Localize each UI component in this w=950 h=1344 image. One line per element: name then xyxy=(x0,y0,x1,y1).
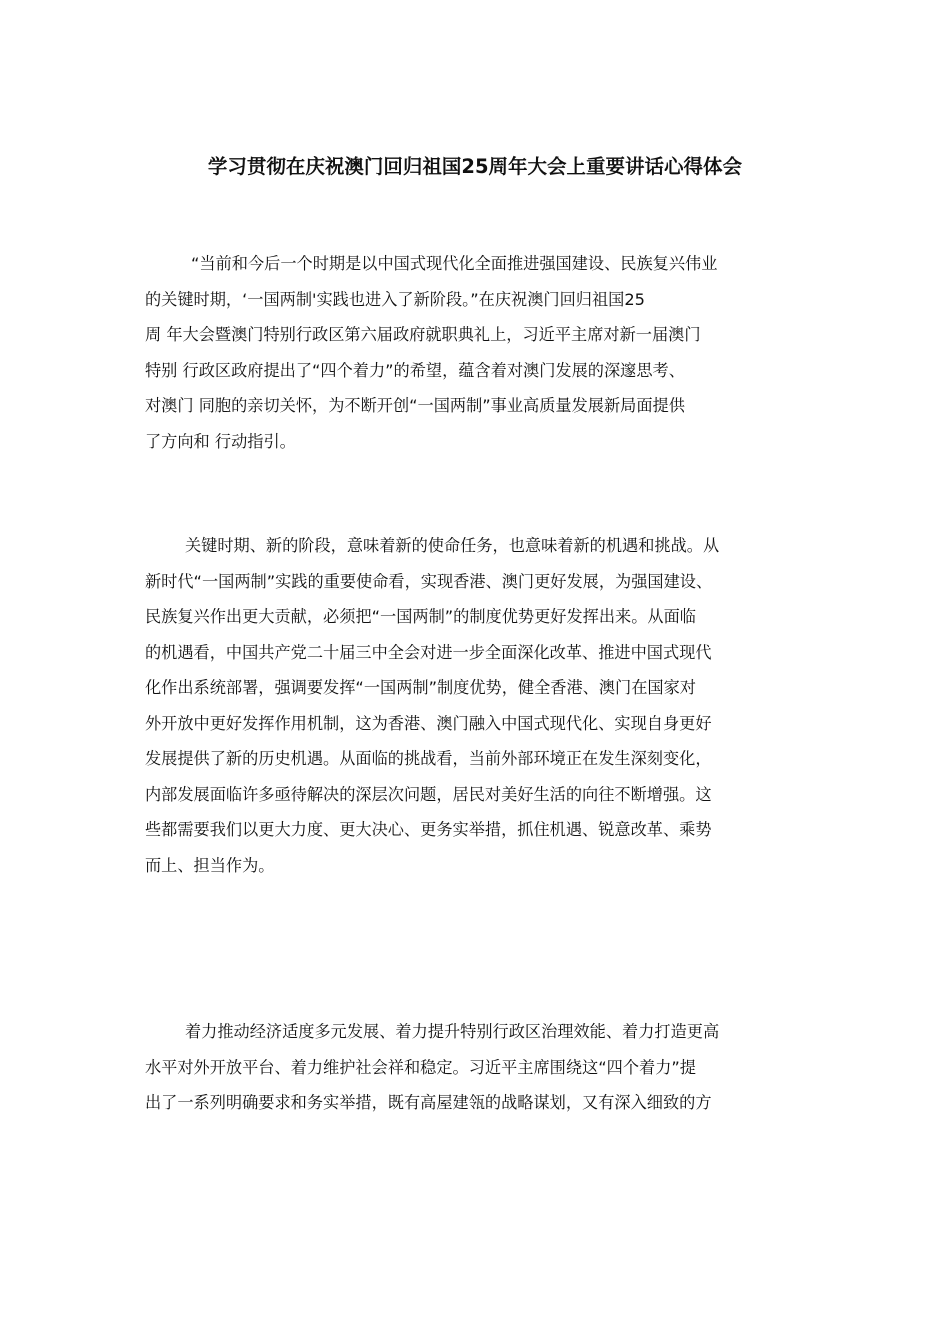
paragraph-line: 民族复兴作出更大贡献，必须把“一国两制”的制度优势更好发挥出来。从面临 xyxy=(145,607,696,626)
paragraph-line: 了方向和 行动指引。 xyxy=(145,431,296,451)
paragraph-line: 对澳门 同胞的亲切关怀，为不断开创“一国两制”事业高质量发展新局面提供 xyxy=(145,396,685,415)
paragraph-2 xyxy=(145,528,805,883)
paragraph-line: 化作出系统部署，强调要发挥“一国两制”制度优势，健全香港、澳门在国家对 xyxy=(145,678,696,697)
paragraph-3 xyxy=(145,1014,805,1121)
paragraph-line: 水平对外开放平台、着力维护社会祥和稳定。习近平主席围绕这“四个着力”提 xyxy=(145,1057,696,1077)
paragraph-1 xyxy=(145,246,805,459)
paragraph-line: 发展提供了新的历史机遇。从面临的挑战看，当前外部环境正在发生深刻变化， xyxy=(145,749,712,768)
paragraph-line: 的关键时期，‘一国两制'实践也进入了新阶段。”在庆祝澳门回归祖国25 xyxy=(145,289,645,309)
paragraph-line: 内部发展面临许多亟待解决的深层次问题，居民对美好生活的向往不断增强。这 xyxy=(145,784,712,804)
paragraph-line: 些都需要我们以更大力度、更大决心、更务实举措，抓住机遇、锐意改革、乘势 xyxy=(145,820,712,839)
paragraph-line: 特别 行政区政府提出了“四个着力”的希望，蕴含着对澳门发展的深邃思考、 xyxy=(145,360,685,380)
paragraph-line: 而上、担当作为。 xyxy=(145,855,275,875)
paragraph-line: 着力推动经济适度多元发展、着力提升特别行政区治理效能、着力打造更高 xyxy=(185,1022,720,1041)
document-title: 学习贯彻在庆祝澳门回归祖国25周年大会上重要讲话心得体会 xyxy=(207,155,743,178)
paragraph-line: 关键时期、新的阶段，意味着新的使命任务，也意味着新的机遇和挑战。从 xyxy=(185,536,720,555)
paragraph-line: 周 年大会暨澳门特别行政区第六届政府就职典礼上，习近平主席对新一届澳门 xyxy=(145,325,701,344)
paragraph-line: 出了一系列明确要求和务实举措，既有高屋建瓴的战略谋划，又有深入细致的方 xyxy=(145,1093,712,1112)
paragraph-line: “当前和今后一个时期是以中国式现代化全面推进强国建设、民族复兴伟业 xyxy=(191,254,718,273)
paragraph-line: 外开放中更好发挥作用机制，这为香港、澳门融入中国式现代化、实现自身更好 xyxy=(145,713,712,733)
paragraph-line: 新时代“一国两制”实践的重要使命看，实现香港、澳门更好发展，为强国建设、 xyxy=(145,571,713,591)
paragraph-line: 的机遇看，中国共产党二十届三中全会对进一步全面深化改革、推进中国式现代 xyxy=(145,642,712,662)
